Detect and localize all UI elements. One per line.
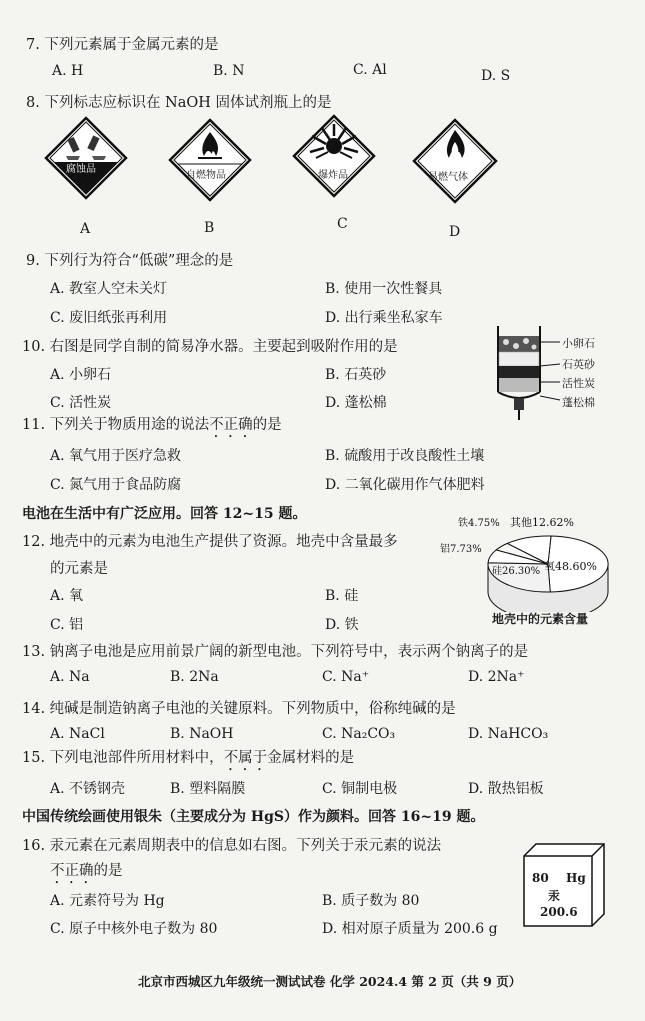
sign-d-text: 易燃气体 (428, 172, 468, 183)
pie-label-o: 氧48.60% (544, 560, 597, 573)
pie-label-other: 其他12.62% (510, 516, 574, 529)
q12-option-d: D. 铁 (325, 617, 359, 633)
sign-c-letter: C (337, 216, 348, 232)
q14-option-d: D. NaHCO₃ (468, 726, 549, 742)
q10-option-a: A. 小卵石 (50, 367, 112, 383)
q15-option-d: D. 散热铝板 (468, 781, 544, 797)
crust-element-pie-chart (436, 512, 636, 612)
section-intro-16-19: 中国传统绘画使用银朱（主要成分为 HgS）作为颜料。回答 16~19 题。 (22, 809, 485, 825)
q10-stem: 10. 右图是同学自制的简易净水器。主要起到吸附作用的是 (22, 339, 398, 355)
q12-option-b: B. 硅 (325, 588, 359, 604)
q16-option-b: B. 质子数为 80 (322, 893, 420, 909)
q14-option-c: C. Na₂CO₃ (322, 726, 396, 742)
cell-atomic-number: 80 (532, 871, 549, 885)
q13-option-d: D. 2Na⁺ (468, 669, 525, 685)
q15-option-c: C. 铜制电极 (322, 781, 398, 797)
q12-stem-line2: 的元素是 (50, 561, 108, 577)
hazard-sign-self-igniting (168, 118, 252, 202)
q12-option-c: C. 铝 (50, 617, 84, 633)
pie-label-fe: 铁4.75% (458, 518, 500, 529)
q11-stem: 11. 下列关于物质用途的说法不正确的是 (22, 417, 282, 433)
pie-label-al: 铝7.73% (440, 544, 482, 555)
page-footer: 北京市西城区九年级统一测试试卷 化学 2024.4 第 2 页（共 9 页） (138, 974, 522, 989)
q11-option-a: A. 氧气用于医疗急救 (50, 448, 182, 464)
q13-option-b: B. 2Na (170, 669, 219, 685)
sign-d-letter: D (449, 224, 461, 240)
q7-option-a: A. H (52, 63, 84, 79)
cell-mass: 200.6 (540, 905, 578, 919)
q15-option-b: B. 塑料隔膜 (170, 781, 246, 797)
q12-option-a: A. 氧 (50, 588, 84, 604)
sign-b-letter: B (204, 220, 215, 236)
q14-option-b: B. NaOH (170, 726, 234, 742)
sand-layer (499, 352, 539, 366)
q11-option-c: C. 氮气用于食品防腐 (50, 477, 182, 493)
q13-stem: 13. 钠离子电池是应用前景广阔的新型电池。下列符号中，表示两个钠离子的是 (22, 644, 529, 660)
carbon-layer (499, 366, 539, 378)
sign-b-text: 自燃物品 (186, 170, 226, 181)
q9-option-b: B. 使用一次性餐具 (325, 281, 443, 297)
sign-c-text: 爆炸品 (318, 170, 348, 181)
q9-option-c: C. 废旧纸张再利用 (50, 310, 168, 326)
q10-option-d: D. 蓬松棉 (325, 395, 387, 411)
q15-stem: 15. 下列电池部件所用材料中，不属于金属材料的是 (22, 750, 355, 766)
sign-a-letter: A (80, 221, 91, 237)
q14-stem: 14. 纯碱是制造钠离子电池的关键原料。下列物质中，俗称纯碱的是 (22, 701, 456, 717)
section-intro-12-15: 电池在生活中有广泛应用。回答 12~15 题。 (22, 506, 307, 522)
q9-option-d: D. 出行乘坐私家车 (325, 310, 443, 326)
purifier-leader-lines (540, 330, 562, 410)
q11-option-b: B. 硫酸用于改良酸性土壤 (325, 448, 485, 464)
q13-option-c: C. Na⁺ (322, 669, 370, 685)
q8-stem: 8. 下列标志应标识在 NaOH 固体试剂瓶上的是 (26, 95, 332, 111)
cell-symbol: Hg (566, 871, 586, 885)
q13-option-a: A. Na (50, 669, 90, 685)
cell-name: 汞 (548, 889, 561, 903)
q16-stem-line2: 不正确的是 (50, 863, 123, 879)
q10-option-b: B. 石英砂 (325, 367, 387, 383)
layer-label-sand: 石英砂 (562, 358, 595, 371)
hazard-sign-explosive (292, 114, 376, 198)
pebble-layer (499, 336, 539, 352)
layer-label-carbon: 活性炭 (562, 377, 595, 390)
q7-option-d: D. S (481, 68, 511, 84)
layer-label-pebble: 小卵石 (562, 337, 595, 350)
q14-option-a: A. NaCl (50, 726, 105, 742)
q7-option-b: B. N (213, 63, 245, 79)
q16-stem-line1: 16. 汞元素在元素周期表中的信息如右图。下列关于汞元素的说法 (22, 838, 442, 854)
q9-option-a: A. 教室人空未关灯 (50, 281, 168, 297)
q7-option-c: C. Al (353, 62, 387, 78)
q15-option-a: A. 不锈钢壳 (50, 781, 126, 797)
q10-option-c: C. 活性炭 (50, 395, 112, 411)
q16-option-a: A. 元素符号为 Hg (50, 893, 165, 909)
q16-option-d: D. 相对原子质量为 200.6 g (322, 921, 498, 937)
q9-stem: 9. 下列行为符合“低碳”理念的是 (26, 253, 234, 269)
layer-label-cotton: 蓬松棉 (562, 396, 595, 409)
q7-stem: 7. 下列元素属于金属元素的是 (26, 37, 219, 53)
sign-a-text: 腐蚀品 (66, 164, 96, 175)
hazard-sign-flammable-gas (412, 118, 498, 204)
pie-label-si: 硅26.30% (492, 566, 541, 577)
hazard-sign-corrosive (44, 116, 128, 200)
q11-option-d: D. 二氧化碳用作气体肥料 (325, 477, 485, 493)
q12-stem-line1: 12. 地壳中的元素为电池生产提供了资源。地壳中含量最多 (22, 534, 398, 550)
pie-caption: 地壳中的元素含量 (492, 612, 589, 626)
cotton-layer (499, 378, 539, 392)
q16-option-c: C. 原子中核外电子数为 80 (50, 921, 218, 937)
